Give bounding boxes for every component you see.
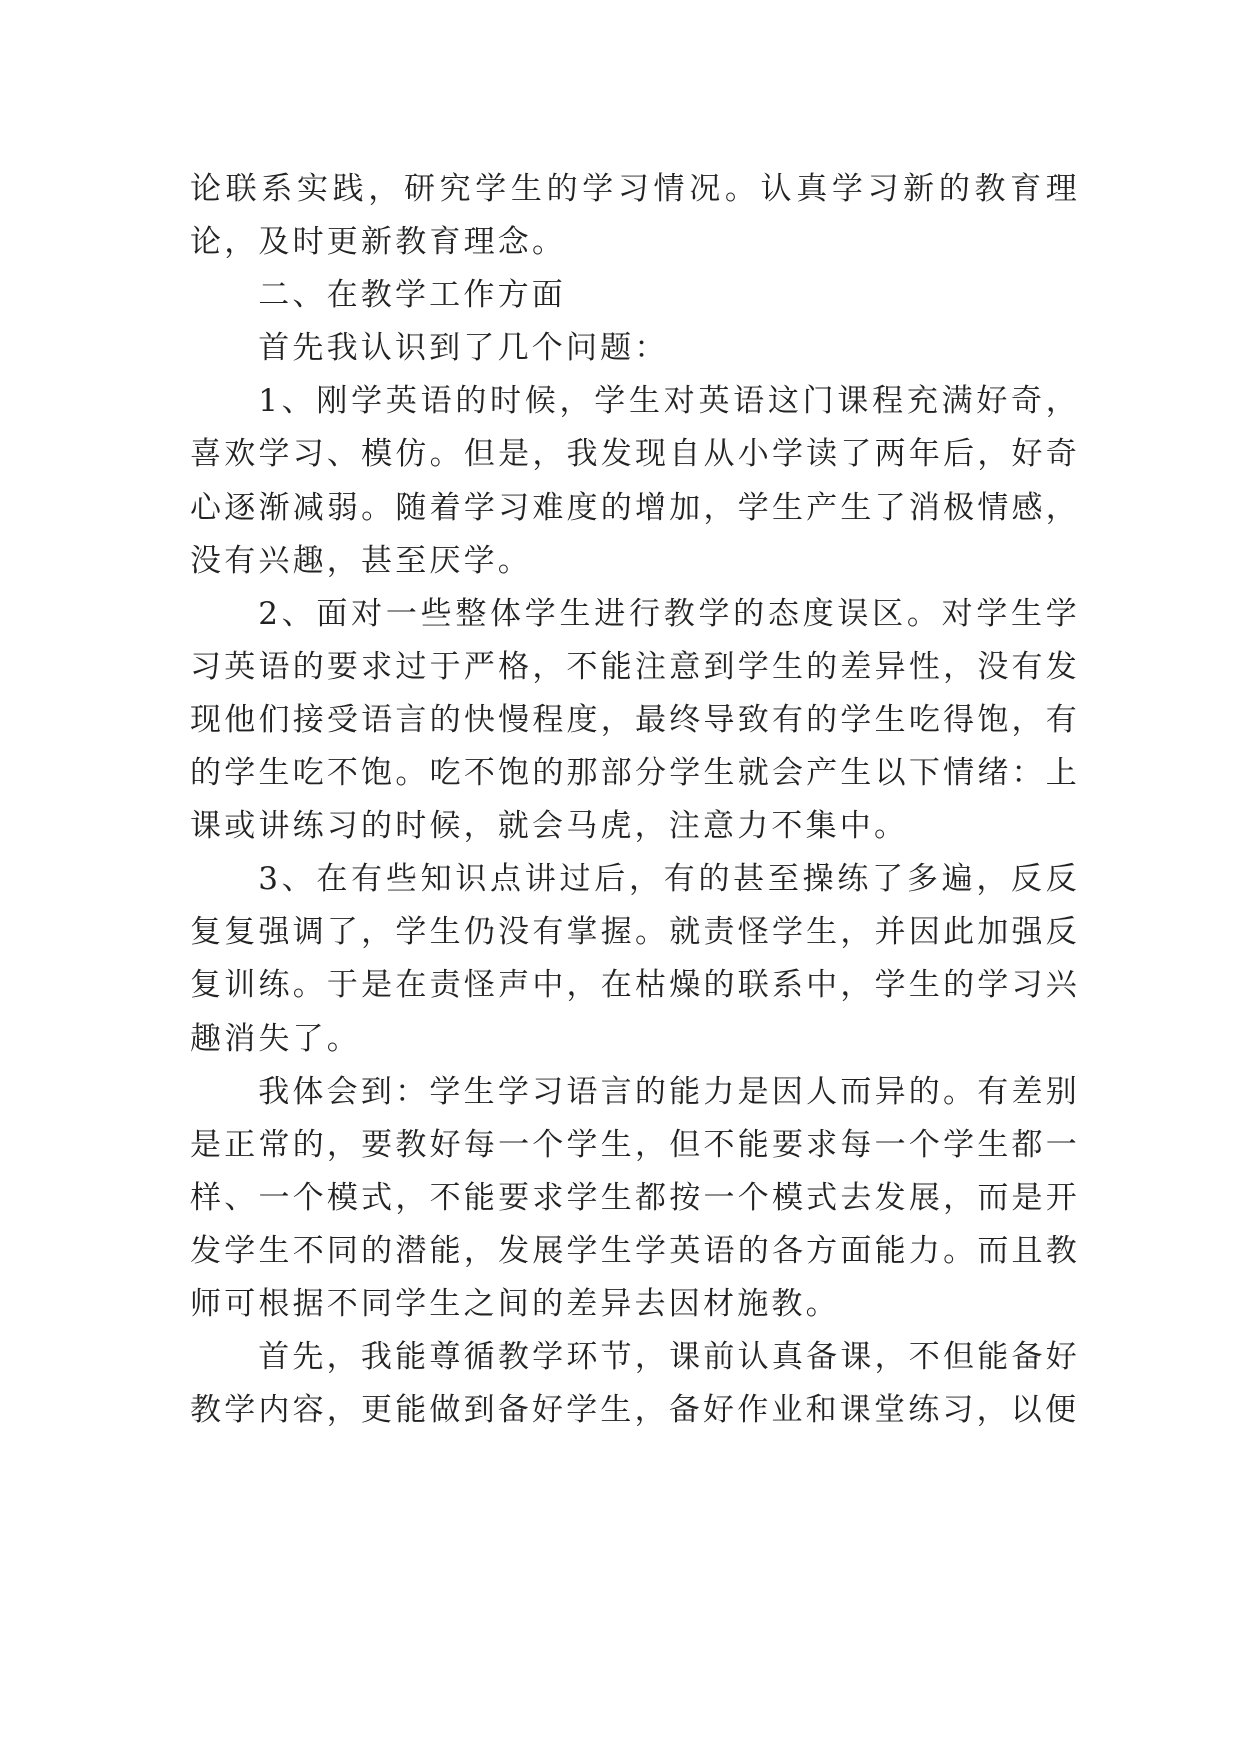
paragraph-item-3: 3、在有些知识点讲过后，有的甚至操练了多遍，反反复复强调了，学生仍没有掌握。就责怪学生，并因此加强反复训练。于是在责怪声中，在枯燥的联系中，学生的学习兴趣消失了。 [190,861,1080,1057]
paragraph-intro: 首先我认识到了几个问题： [258,330,669,367]
paragraph-first-practice: 首先，我能尊循教学环节，课前认真备课，不但能备好教学内容，更能做到备好学生，备好作业和课堂练习，以便 [190,1339,1080,1429]
paragraph-reflection: 我体会到：学生学习语言的能力是因人而异的。有差别是正常的，要教好每一个学生，但不能要求每一个学生都一样、一个模式，不能要求学生都按一个模式去发展，而是开发学生不同的潜能，发展学生学英语的各方面能力。而且教师可根据不同学生之间的差异去因材施教。 [190,1073,1080,1322]
document-body [190,163,1080,1437]
paragraph-item-1: 1、刚学英语的时候，学生对英语这门课程充满好奇，喜欢学习、模仿。但是，我发现自从小学读了两年后，好奇心逐渐减弱。随着学习难度的增加，学生产生了消极情感，没有兴趣，甚至厌学。 [190,383,1080,579]
section-heading: 二、在教学工作方面 [258,277,566,314]
paragraph-item-2: 2、面对一些整体学生进行教学的态度误区。对学生学习英语的要求过于严格，不能注意到学生的差异性，没有发现他们接受语言的快慢程度，最终导致有的学生吃得饱，有的学生吃不饱。吃不饱的那部分学生就会产生以下情绪：上课或讲练习的时候，就会马虎，注意力不集中。 [190,595,1080,845]
paragraph-continuation: 论联系实践，研究学生的学习情况。认真学习新的教育理论，及时更新教育理念。 [190,171,1080,261]
